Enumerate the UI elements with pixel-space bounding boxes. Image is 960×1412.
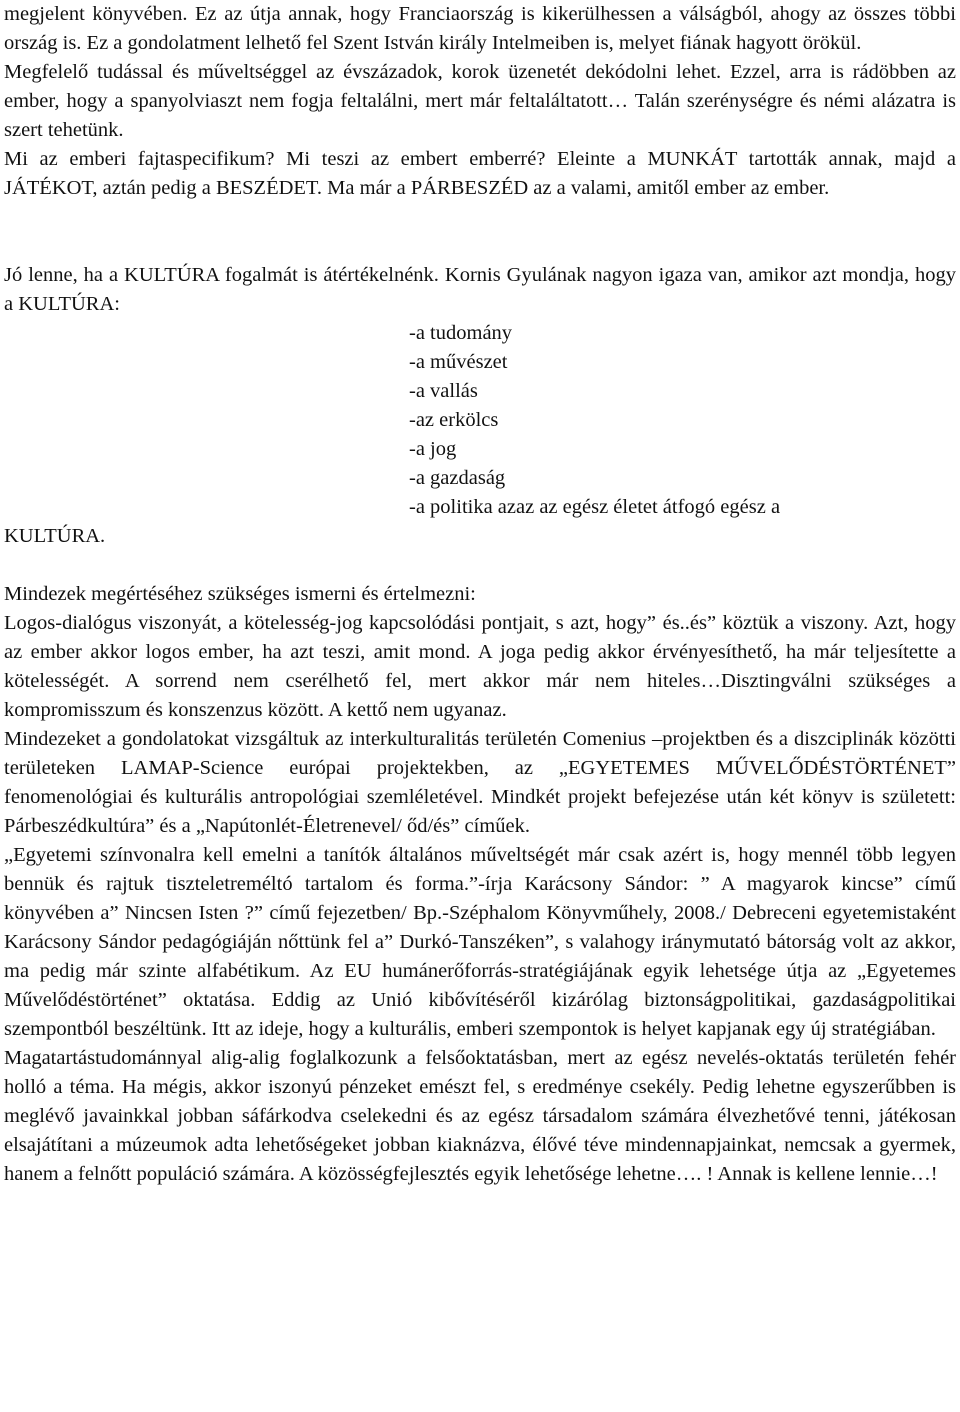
list-item: -a jog <box>409 438 457 460</box>
paragraph-projektek: Mindezeket a gondolatokat vizsgáltuk az interkulturalitás területén Comenius –projektben és a diszciplinák közötti területeken LAMAP-Science európai projektekben, az „EGYETEMES MŰVELŐDÉSTÖRTÉNET” fenomenológiai és kulturális antropológiai szemléletével. Mindkét projekt befejezése után két könyv is született: Párbeszédkultúra” és a „Napútonlét-Életrenevel/ őd/és” címűek. <box>4 728 956 837</box>
paragraph-megerteshez: Mindezek megértéséhez szükséges ismerni és értelmezni: <box>4 583 476 605</box>
spacer <box>4 551 956 580</box>
spacer <box>4 203 956 232</box>
paragraph-dekodolni: Megfelelő tudással és műveltséggel az évszázadok, korok üzenetét dekódolni lehet. Ezzel, arra is rádöbben az ember, hogy a spanyolviaszt nem fogja feltalálni, mert már feltaláltatott… Talán szerénységre és némi alázatra is szert tehetünk. <box>4 61 956 141</box>
paragraph-logos: Logos-dialógus viszonyát, a kötelesség-jog kapcsolódási pontjait, s azt, hogy” és..és” köztük a viszony. Azt, hogy az ember akkor logos ember, ha azt teszi, amit mond. A joga pedig akkor érvényesíthető, ha már teljesítette a kötelességét. A sorrend nem cserélhető fel, mert akkor már nem hiteles…Disztingválni szükséges a kompromisszum és konszenzus között. A kettő nem ugyanaz. <box>4 612 956 721</box>
list-item: -a művészet <box>409 351 508 373</box>
kultura-list <box>4 319 956 522</box>
paragraph-fajtaspecifikum: Mi az emberi fajtaspecifikum? Mi teszi az embert emberré? Eleinte a MUNKÁT tartották annak, majd a JÁTÉKOT, aztán pedig a BESZÉDET. Ma már a PÁRBESZÉD az a valami, amitől ember az ember. <box>4 148 956 199</box>
paragraph-magatartas: Magatartástudománnyal alig-alig foglalkozunk a felsőoktatásban, mert az egész nevelés-oktatás területén fehér holló a téma. Ha mégis, akkor iszonyú pénzeket emészt fel, s eredménye csekély. Pedig lehetne egyszerűbben is meglévő javainkkal jobban sáfárkodva cselekedni és az egész társadalom számára élvezhetővé tenni, játékosan elsajátítani a múzeumok adta lehetőségeket jobban kiaknázva, élővé téve mindennapjainkat, nemcsak a gyermek, hanem a felnőtt populáció számára. A közösségfejlesztés egyik lehetősége lehetne…. ! Annak is kellene lennie…! <box>4 1047 956 1185</box>
paragraph-karacsony: „Egyetemi színvonalra kell emelni a tanítók általános műveltségét már csak azért is, hogy mennél több legyen bennük és rajtuk tiszteletreméltó tartalom és forma.”-írja Karácsony Sándor: ” A magyarok kincse” című könyvében a” Nincsen Isten ?” című fejezetben/ Bp.-Széphalom Könyvműhely, 2008./ Debreceni egyetemistaként Karácsony Sándor pedagógiáján nőttünk fel a” Durkó-Tanszéken”, s valahogy iránymutató bátorság volt az akkor, ma pedig már szinte alfabétikum. Az EU humánerőforrás-stratégiájának egyik lehetsége útja az „Egyetemes Művelődéstörténet” oktatása. Eddig az Unió kibővítéséről kizárólag biztonságpolitikai, gazdaságpolitikai szempontból beszéltünk. Itt az ideje, hogy a kulturális, emberi szempontok is helyet kapjanak egy új stratégiában. <box>4 844 956 1040</box>
list-item: -a gazdaság <box>409 467 506 489</box>
list-item: -az erkölcs <box>409 409 499 431</box>
paragraph-kultura-intro: Jó lenne, ha a KULTÚRA fogalmát is átértékelnénk. Kornis Gyulának nagyon igaza van, amikor azt mondja, hogy a KULTÚRA: <box>4 264 956 315</box>
paragraph-intro: megjelent könyvében. Ez az útja annak, hogy Franciaország is kikerülhessen a válságból, ahogy az összes többi ország is. Ez a gondolatment lelhető fel Szent István király Intelmeiben is, melyet fiának hagyott örökül. <box>4 3 956 54</box>
spacer <box>4 232 956 261</box>
list-item: -a tudomány <box>409 322 513 344</box>
list-item: -a politika azaz az egész életet átfogó egész a <box>409 496 781 518</box>
list-item: -a vallás <box>409 380 478 402</box>
kultura-end: KULTÚRA. <box>4 525 106 547</box>
